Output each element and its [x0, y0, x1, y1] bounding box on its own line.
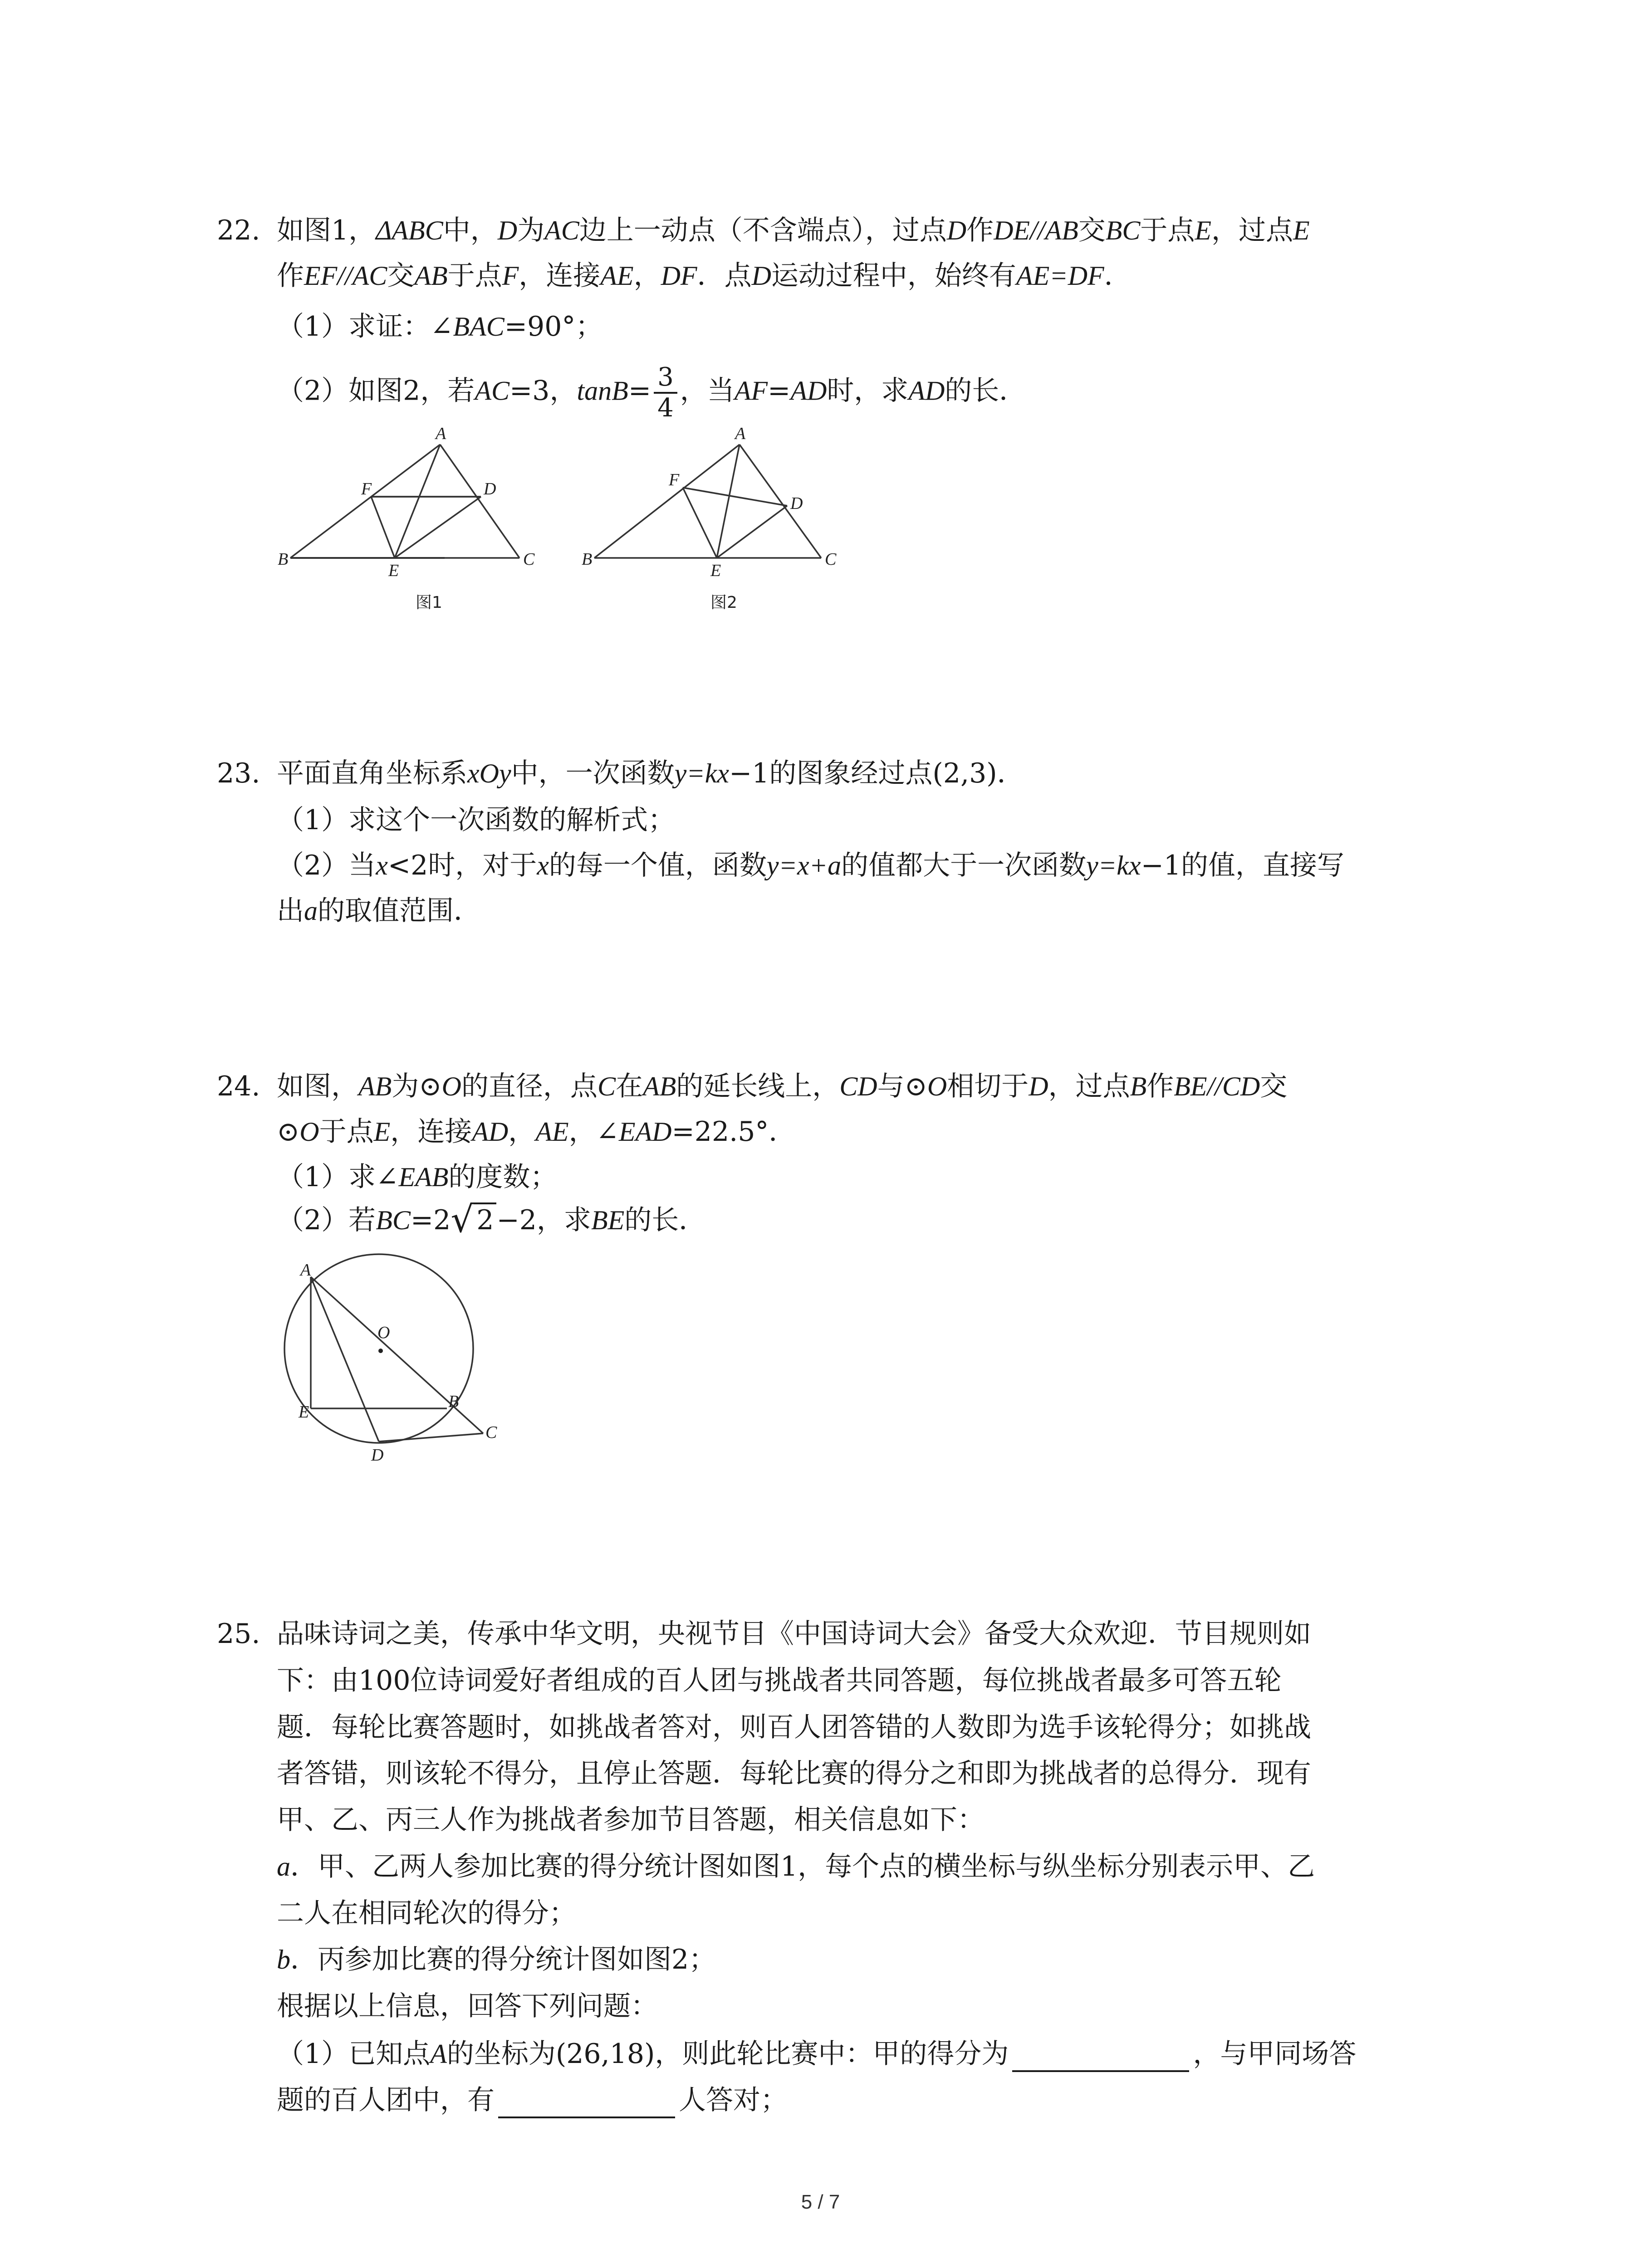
page-number: 5 / 7	[801, 2191, 840, 2213]
answer-blank-score[interactable]	[1012, 2042, 1189, 2072]
label-A: A	[300, 1261, 311, 1280]
label-E: E	[710, 561, 721, 580]
label-B: B	[582, 550, 593, 569]
question-text-line: 作EF//AC交AB于点F，连接AE，DF．点D运动过程中，始终有AE=DF．	[277, 260, 1132, 292]
square-root: √ 2	[451, 1202, 496, 1238]
question-text-line: 下：由100位诗词爱好者组成的百人团与挑战者共同答题，每位挑战者最多可答五轮	[277, 1665, 1282, 1696]
sub-question-2: （2）如图2，若AC=3，tanB= $\frac{3}{4}$ ，当AF=AD时，求AD的长．	[277, 362, 1027, 423]
label-A: A	[735, 426, 746, 443]
question-text-line: 品味诗词之美，传承中华文明，央视节目《中国诗词大会》备受大众欢迎．节目规则如	[277, 1618, 1311, 1650]
label-C: C	[485, 1423, 497, 1442]
question-text-line: 题．每轮比赛答题时，如挑战者答对，则百人团答错的人数即为选手该轮得分；如挑战	[277, 1711, 1311, 1743]
label-C: C	[523, 550, 535, 569]
label-D: D	[484, 479, 496, 499]
question-number: 23.	[217, 758, 260, 789]
figure-2-triangle	[576, 426, 857, 617]
sub-question-1: （1）求证：∠BAC=90°；	[277, 311, 603, 342]
question-text-line: 平面直角坐标系xOy中，一次函数y=kx−1的图象经过点(2,3)．	[277, 758, 1024, 789]
label-F: F	[361, 479, 372, 499]
answer-blank-correct-count[interactable]	[498, 2088, 675, 2118]
label-A: A	[436, 426, 446, 443]
question-number: 22.	[217, 215, 260, 246]
label-B: B	[448, 1392, 459, 1411]
figure-circle	[272, 1252, 526, 1488]
label-E: E	[299, 1403, 309, 1422]
sub-question-1: （1）求∠EAB的度数；	[277, 1161, 558, 1193]
label-D: D	[790, 494, 803, 513]
question-text-line: ⊙O于点E，连接AD，AE，∠EAD=22.5°．	[277, 1116, 796, 1148]
sub-question-1: （1）已知点A的坐标为(26,18)，则此轮比赛中：甲的得分为 ，与甲同场答	[277, 2036, 1356, 2072]
question-text-line: 甲、乙、丙三人作为挑战者参加节目答题，相关信息如下：	[277, 1804, 985, 1836]
figure-1-caption: 图1	[416, 593, 442, 612]
question-number: 24.	[217, 1070, 260, 1102]
label-F: F	[669, 470, 680, 489]
figure-1-triangle	[272, 426, 554, 617]
question-text-line: 出a的取值范围．	[277, 895, 481, 927]
sub-question-2: （2）当x<2时，对于x的每一个值，函数y=x+a的值都大于一次函数y=kx−1的值，直接写	[277, 850, 1345, 881]
label-C: C	[825, 550, 837, 569]
question-text-line: 题的百人团中，有 人答对；	[277, 2082, 788, 2118]
label-O: O	[377, 1323, 390, 1342]
question-text-line: 根据以上信息，回答下列问题：	[277, 1990, 658, 2022]
sub-question-1: （1）求这个一次函数的解析式；	[277, 804, 676, 836]
label-E: E	[388, 561, 399, 580]
fraction-three-quarters: $\frac{3}{4}$	[654, 363, 677, 423]
label-D: D	[371, 1446, 384, 1465]
question-text-line: 者答错，则该轮不得分，且停止答题．每轮比赛的得分之和即为挑战者的总得分．现有	[277, 1758, 1311, 1789]
question-text-line: b．丙参加比赛的得分统计图如图2；	[277, 1944, 716, 1975]
question-number: 25.	[217, 1618, 260, 1650]
question-text-line: a．甲、乙两人参加比赛的得分统计图如图1，每个点的横坐标与纵坐标分别表示甲、乙	[277, 1851, 1315, 1882]
question-text-line: 二人在相同轮次的得分；	[277, 1897, 576, 1929]
label-B: B	[278, 550, 289, 569]
sub-question-2: （2）若BC=2√ 2 −2，求BE的长．	[277, 1198, 706, 1241]
question-text-line: 如图1，ΔABC中，D为AC边上一动点（不含端点），过点D作DE//AB交BC于点E，过点E	[277, 215, 1310, 246]
figure-2-caption: 图2	[710, 593, 737, 612]
question-text-line: 如图，AB为⊙O的直径，点C在AB的延长线上，CD与⊙O相切于D，过点B作BE//CD交	[277, 1070, 1288, 1102]
